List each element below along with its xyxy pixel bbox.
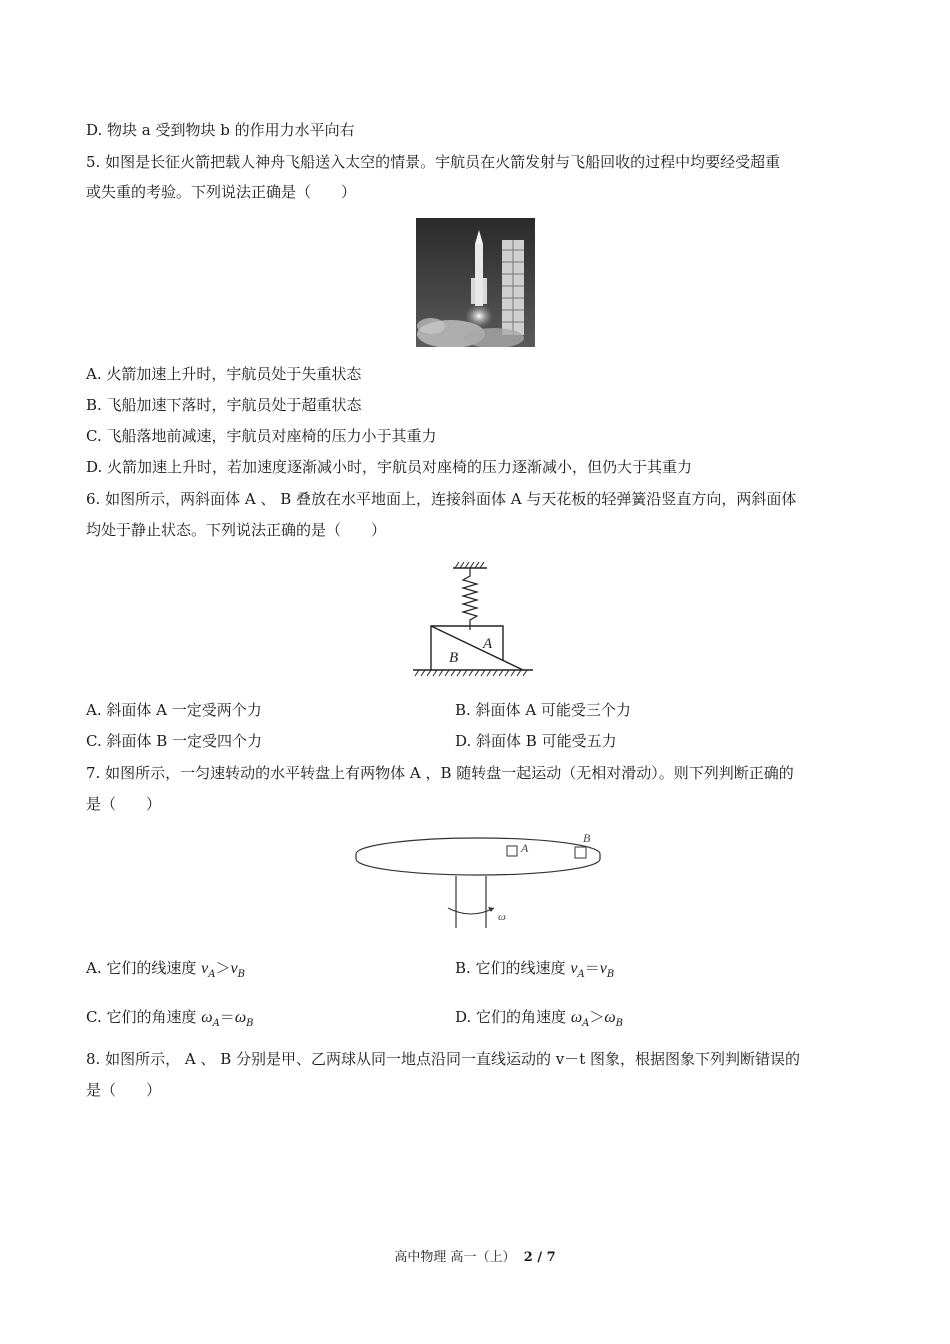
q5-stem-line-1: 5. 如图是长征火箭把载人神舟飞船送入太空的情景。宇航员在火箭发射与飞船回收的过程中均要经受超重 bbox=[86, 153, 781, 171]
q5-option-c: C. 飞船落地前减速，宇航员对座椅的压力小于其重力 bbox=[86, 427, 437, 445]
q6-option-a: A. 斜面体 A 一定受两个力 bbox=[86, 701, 262, 719]
q6-option-b: B. 斜面体 A 可能受三个力 bbox=[455, 701, 631, 719]
q6-stem-line-1: 6. 如图所示，两斜面体 A 、 B 叠放在水平地面上，连接斜面体 A 与天花板的轻弹簧沿竖直方向，两斜面体 bbox=[86, 490, 797, 508]
page-number: 2 / 7 bbox=[523, 1250, 556, 1265]
q7-option-c: C. 它们的角速度 $\omega_A=\omega_B$ bbox=[86, 1008, 254, 1029]
q5-stem-line-2: 或失重的考验。下列说法正确是（ ） bbox=[86, 183, 357, 201]
label-a: A bbox=[521, 841, 529, 855]
label-b: B bbox=[583, 831, 591, 845]
label-omega: ω bbox=[498, 911, 506, 923]
q6-stem-line-2: 均处于静止状态。下列说法正确的是（ ） bbox=[86, 521, 387, 539]
turntable-diagram bbox=[352, 828, 607, 932]
q5-option-a: A. 火箭加速上升时，宇航员处于失重状态 bbox=[86, 365, 362, 383]
footer-subject: 高中物理 高一（上） bbox=[394, 1250, 516, 1265]
q8-stem-line-2: 是（ ） bbox=[86, 1081, 162, 1099]
incline-spring-diagram bbox=[405, 560, 540, 684]
label-b: B bbox=[449, 650, 459, 666]
q8-stem-line-1: 8. 如图所示， A 、 B 分别是甲、乙两球从同一地点沿同一直线运动的 v－t 图象，根据图象下列判断错误的 bbox=[86, 1050, 801, 1068]
q7-option-b: B. 它们的线速度 $v_A=v_B$ bbox=[455, 959, 615, 980]
page-footer bbox=[0, 1246, 950, 1265]
q5-option-b: B. 飞船加速下落时，宇航员处于超重状态 bbox=[86, 396, 362, 414]
q5-option-d: D. 火箭加速上升时，若加速度逐渐减小时，宇航员对座椅的压力逐渐减小，但仍大于其重力 bbox=[86, 458, 693, 476]
q6-option-d: D. 斜面体 B 可能受五力 bbox=[455, 732, 617, 750]
q6-option-c: C. 斜面体 B 一定受四个力 bbox=[86, 732, 263, 750]
q7-stem-line-2: 是（ ） bbox=[86, 795, 162, 813]
q7-option-d: D. 它们的角速度 $\omega_A>\omega_B$ bbox=[455, 1008, 624, 1029]
label-a: A bbox=[483, 636, 493, 652]
q7-option-a: A. 它们的线速度 $v_A>v_B$ bbox=[86, 959, 245, 980]
rocket-launch-photo bbox=[416, 218, 535, 347]
q4-option-d: D. 物块 a 受到物块 b 的作用力水平向右 bbox=[86, 121, 355, 139]
q7-stem-line-1: 7. 如图所示，一匀速转动的水平转盘上有两物体 A ，B 随转盘一起运动（无相对滑动）。则下列判断正确的 bbox=[86, 764, 794, 782]
